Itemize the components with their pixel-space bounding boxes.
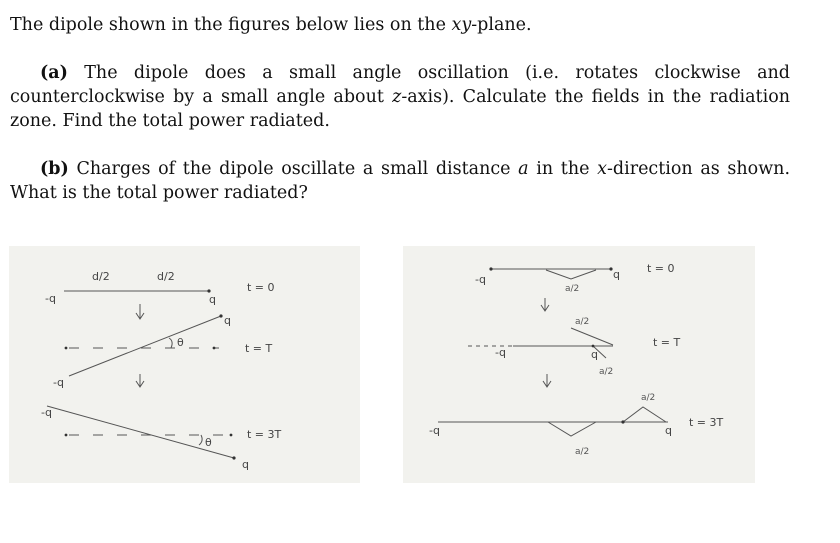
- label-t0: t = 0: [247, 281, 275, 294]
- dipole-tT: [69, 316, 221, 376]
- part-b-paragraph: (b) Charges of the dipole oscillate a small distance a in the x-direction as shown. What is the total power radiated?: [10, 159, 791, 203]
- label-pos-q-t3T: q: [242, 458, 249, 471]
- label-half-a-t3T-top: a/2: [641, 393, 656, 403]
- label-half-d-left: d/2: [92, 270, 110, 283]
- label-theta-t3T: θ: [205, 436, 212, 449]
- label-neg-q-tT: -q: [53, 376, 64, 389]
- label-neg-q-t0: -q: [475, 273, 486, 286]
- label-pos-q-t0: q: [209, 293, 216, 306]
- label-theta-tT: θ: [177, 336, 184, 349]
- label-pos-q-tT: q: [591, 348, 598, 361]
- label-pos-q-tT: q: [224, 314, 231, 327]
- label-t3T: t = 3T: [247, 428, 282, 441]
- part-b-label: (b): [40, 159, 69, 179]
- part-a-paragraph: (a) The dipole does a small angle oscillation (i.e. rotates clockwise and counterclockwise by a small angle about z-axis). Calculate the fields in the radiation zone. Find the total power radiated.: [10, 63, 790, 131]
- dipole-t3T: [47, 406, 234, 458]
- label-neg-q-tT: -q: [495, 346, 506, 359]
- part-a-label: (a): [40, 63, 68, 83]
- label-t3T: t = 3T: [689, 416, 724, 429]
- label-half-a-tT-top: a/2: [575, 317, 590, 327]
- label-half-a-tT-bottom: a/2: [599, 367, 614, 377]
- label-neg-q-t3T: -q: [41, 406, 52, 419]
- label-t0: t = 0: [647, 262, 675, 275]
- label-neg-q-t3T: -q: [429, 424, 440, 437]
- label-half-a-t3T-bottom: a/2: [575, 447, 590, 457]
- label-half-a-t0: a/2: [565, 284, 580, 294]
- label-half-d-right: d/2: [157, 270, 175, 283]
- label-tT: t = T: [653, 336, 681, 349]
- label-pos-q-t0: q: [613, 268, 620, 281]
- label-neg-q-t0: -q: [45, 292, 56, 305]
- label-pos-q-t3T: q: [665, 424, 672, 437]
- figure-a-rotating-dipole: [9, 246, 360, 483]
- intro-paragraph: The dipole shown in the figures below lies on the xy-plane.: [10, 15, 532, 35]
- figure-b-oscillating-charges: [403, 246, 755, 483]
- label-tT: t = T: [245, 342, 273, 355]
